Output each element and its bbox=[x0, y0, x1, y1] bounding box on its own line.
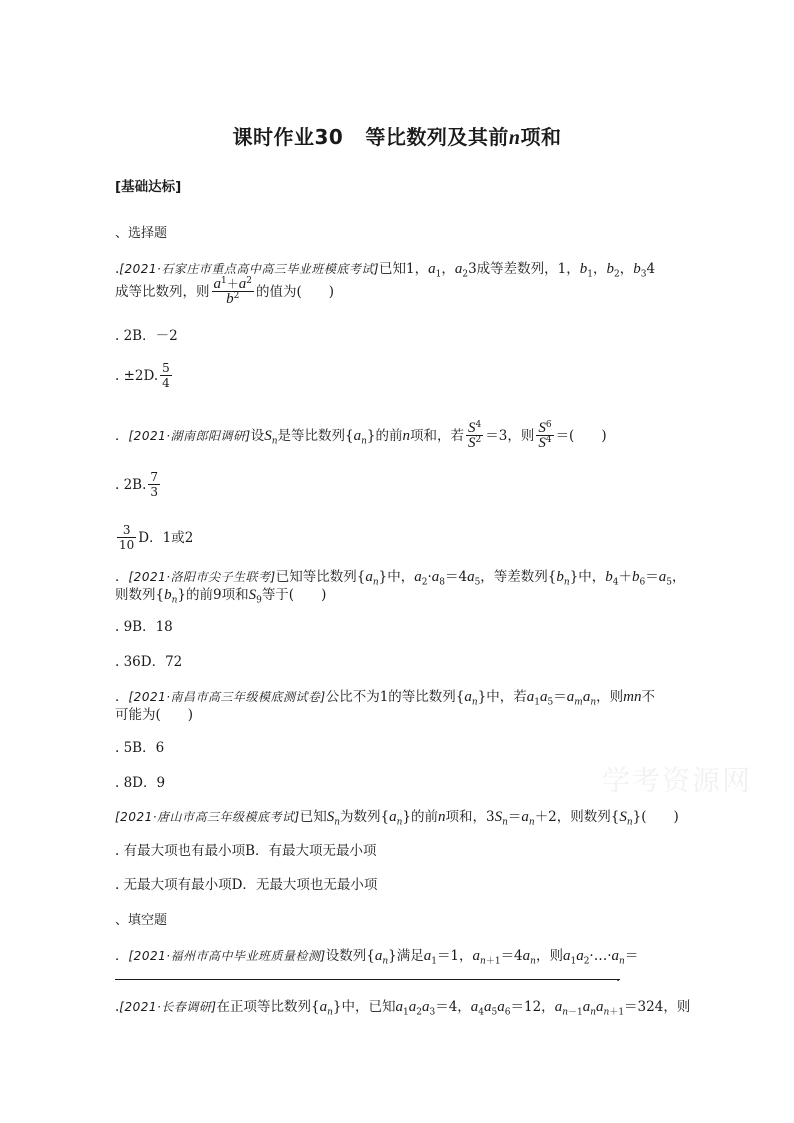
watermark: 学考资源网 bbox=[602, 764, 753, 797]
part2-heading: 、填空题 bbox=[115, 913, 168, 928]
q5-options-ab: . 有最大项也有最小项B．有最大项无最小项 bbox=[115, 843, 377, 859]
q2-options-cd: $\frac{3}{10}$ D．1或2 bbox=[119, 523, 194, 552]
q3-options-ab: . 9B．18 bbox=[115, 619, 173, 635]
q1-line1: .[2021·石家庄市重点高中高三毕业班模底考试]已知1，$a_1$，$a_23$成等差数列，1，$b_1$，$b_2$，$b_34$ bbox=[115, 261, 656, 280]
q4-line1: ．[2021·南昌市高三年级模底测试卷]公比不为1的等比数列$\{a_n\}$中，若$a_1a_5=a_ma_n$，则mn不 bbox=[115, 689, 655, 708]
q5-source: [2021·唐山市高三年级模底考试] bbox=[115, 810, 300, 824]
q6-answer-blank[interactable] bbox=[115, 979, 620, 980]
page-title: 课时作业30 等比数列及其前n项和 bbox=[232, 125, 562, 149]
q3-options-cd: . 36D．72 bbox=[115, 654, 183, 670]
q2-options-ab: . 2B. $\frac{7}{3}$ bbox=[115, 470, 159, 499]
q1-line2: 成等比数列，则 $\frac{a^1+a^2}{b^2}$ 的值为( ) bbox=[115, 276, 335, 307]
q7-source: [2021·长春调研] bbox=[119, 1000, 217, 1014]
q1-options-ab: . 2B．－2 bbox=[115, 328, 178, 344]
q5-options-cd: . 无最大项有最小项D．无最大项也无最小项 bbox=[115, 877, 378, 893]
q6-tail: . bbox=[616, 969, 621, 985]
q4-options-ab: . 5B．6 bbox=[115, 740, 165, 756]
q1-options-cd: . ±2D. $\frac{5}{4}$ bbox=[115, 361, 170, 390]
q3-source: [2021·洛阳市尖子生联考] bbox=[128, 570, 276, 584]
part1-heading: 、选择题 bbox=[115, 226, 168, 241]
q4-line2: 可能为( ) bbox=[115, 707, 194, 723]
q1-source: [2021·石家庄市重点高中高三毕业班模底考试] bbox=[119, 262, 380, 276]
q3-line2: 则数列$\{b_n\}$的前9项和$S_9$等于( ) bbox=[115, 587, 327, 606]
q2-line1: ．[2021·湖南郎阳调研]设$S_n$是等比数列$\{a_n\}$的前n项和，若 $\frac{S^4}{S^2}$ ＝3，则 $\frac{S^6}{S^4}$ ＝( ) bbox=[115, 420, 607, 451]
q6-line1: ．[2021·福州市高中毕业班质量检测]设数列$\{a_n\}$满足$a_1=1$，$a_{n+1}=4a_n$，则$a_1a_2\cdot\dots\cdot a_n=$ bbox=[115, 948, 639, 967]
q6-source: [2021·福州市高中毕业班质量检测] bbox=[128, 949, 326, 963]
q3-line1: ．[2021·洛阳市尖子生联考]已知等比数列$\{a_n\}$中，$a_2\cdot a_8=4a_5$，等差数列$\{b_n\}$中，$b_4+b_6=a_5$， bbox=[115, 569, 686, 588]
q4-options-cd: . 8D．9 bbox=[115, 775, 166, 791]
section-label: [基础达标] bbox=[115, 179, 182, 195]
q2-source: [2021·湖南郎阳调研] bbox=[128, 429, 251, 443]
q4-source: [2021·南昌市高三年级模底测试卷] bbox=[128, 690, 326, 704]
q1-fraction: $\frac{a^1+a^2}{b^2}$ bbox=[213, 276, 252, 307]
q5-line1: [2021·唐山市高三年级模底考试]已知$S_n$为数列$\{a_n\}$的前n项和，$3S_n=a_n+2$，则数列$\{S_n\}$( ) bbox=[115, 809, 679, 828]
q7-line1: .[2021·长春调研]在正项等比数列$\{a_n\}$中，已知$a_1a_2a_3=4$，$a_4a_5a_6=12$，$a_{n-1}a_na_{n+1}=324$，则 bbox=[115, 999, 691, 1018]
